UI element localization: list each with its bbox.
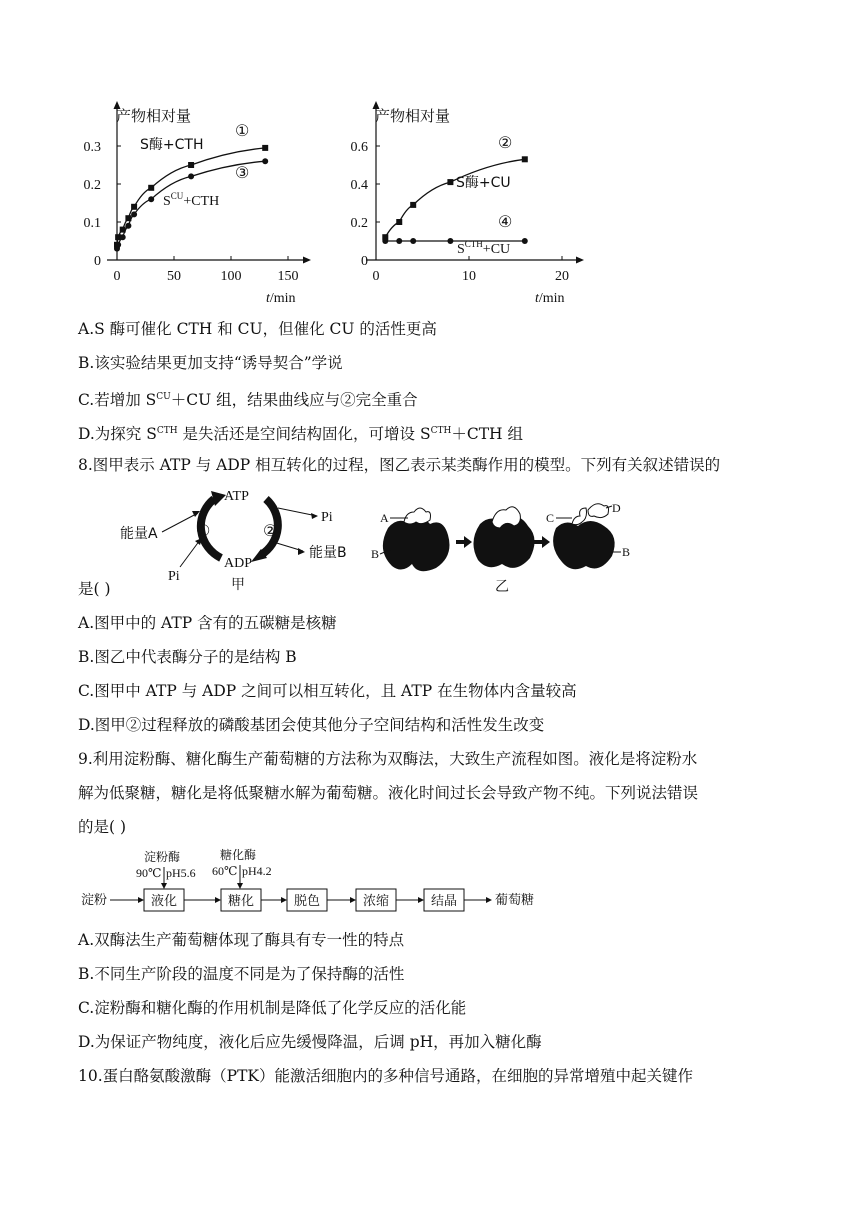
left-series-point-2-5 xyxy=(131,211,137,217)
flow-enzyme-1: 淀粉酶 xyxy=(144,850,181,864)
enzyme-blob-3 xyxy=(553,521,615,569)
left-series-point-1-8 xyxy=(262,145,268,151)
jia-pi-bottom: Pi xyxy=(168,569,180,584)
q9-option-c: C.淀粉酶和糖化酶的作用机制是降低了化学反应的活化能 xyxy=(78,999,467,1017)
q8-option-c: C.图甲中 ATP 与 ADP 之间可以相互转化，且 ATP 在生物体内含量较高 xyxy=(78,682,577,700)
flow-cond1-temp: 90℃ xyxy=(136,866,162,880)
left-ytick: 0.2 xyxy=(83,178,101,193)
arrow-icon xyxy=(456,536,472,548)
yi-label-b3: B xyxy=(622,545,631,559)
substrate-1 xyxy=(404,508,431,524)
q8-option-d: D.图甲②过程释放的磷酸基团会使其他分子空间结构和活性发生改变 xyxy=(78,716,545,734)
q7-option-a: A.S 酶可催化 CTH 和 CU，但催化 CU 的活性更高 xyxy=(78,320,437,338)
jia-energy-b: 能量B xyxy=(309,545,347,561)
flow-start: 淀粉 xyxy=(81,893,108,908)
q9-option-d: D.为保证产物纯度，液化后应先缓慢降温，后调 pH，再加入糖化酶 xyxy=(78,1033,542,1051)
left-xlabel: t/min xyxy=(266,291,296,306)
chart-left xyxy=(70,95,320,310)
jia-atp: ATP xyxy=(224,489,249,504)
left-series-point-1-7 xyxy=(188,162,194,168)
q8-option-b: B.图乙中代表酶分子的是结构 B xyxy=(78,648,297,666)
left-series-point-2-2 xyxy=(115,242,121,248)
flow-step: 脱色 xyxy=(293,894,321,909)
left-ytick: 0 xyxy=(94,254,101,269)
figure-jia-atp-cycle xyxy=(118,485,358,595)
right-series-point-2-2 xyxy=(396,238,402,244)
right-series-point-2-4 xyxy=(447,238,453,244)
left-series2-marker: ③ xyxy=(235,165,250,182)
left-series1-label: S酶+CTH xyxy=(140,137,204,153)
jia-process-2: ② xyxy=(263,523,278,540)
yi-label-b1: B xyxy=(371,547,380,561)
q10-stem: 10.蛋白酪氨酸激酶（PTK）能激活细胞内的多种信号通路，在细胞的异常增殖中起关键作 xyxy=(78,1067,694,1085)
q8-stem: 8.图甲表示 ATP 与 ADP 相互转化的过程，图乙表示某类酶作用的模型。下列有关叙述错误的 xyxy=(78,456,721,474)
right-ytick: 0.4 xyxy=(350,178,368,193)
left-series1-marker: ① xyxy=(235,123,250,140)
yi-label-d: D xyxy=(612,501,621,515)
left-series-point-2-3 xyxy=(120,234,126,240)
yi-caption: 乙 xyxy=(495,579,509,595)
jia-energy-a: 能量A xyxy=(120,526,158,542)
left-series2-label: $S^{CU}+CTH$ xyxy=(163,191,220,209)
right-series-point-1-3 xyxy=(410,202,416,208)
product-c xyxy=(572,508,587,525)
right-series-point-2-3 xyxy=(410,238,416,244)
left-ytick: 0.3 xyxy=(83,140,101,155)
yi-label-c: C xyxy=(546,511,555,525)
right-xlabel: t/min xyxy=(535,291,565,306)
left-series-point-2-4 xyxy=(125,223,131,229)
right-series-point-2-1 xyxy=(382,238,388,244)
right-xtick: 20 xyxy=(555,269,569,284)
jia-pi-top: Pi xyxy=(321,510,333,525)
q9-option-b: B.不同生产阶段的温度不同是为了保持酶的活性 xyxy=(78,965,405,983)
right-series2-label: $S^{CTH}+CU$ xyxy=(457,239,511,257)
jia-adp: ADP xyxy=(224,556,253,571)
jia-caption: 甲 xyxy=(231,577,245,593)
figure-production-flow xyxy=(78,845,548,915)
flow-step: 结晶 xyxy=(430,894,458,909)
enzyme-blob-1 xyxy=(383,518,450,571)
right-series-point-1-5 xyxy=(522,156,528,162)
jia-process-1: ① xyxy=(196,523,211,540)
flow-cond1-ph: pH5.6 xyxy=(166,866,196,880)
q9-stem-3: 的是( ) xyxy=(78,818,127,836)
product-d xyxy=(588,504,609,518)
q7-option-b: B.该实验结果更加支持“诱导契合”学说 xyxy=(78,354,343,372)
flow-step: 浓缩 xyxy=(362,894,390,909)
left-series-point-1-5 xyxy=(131,204,137,210)
left-series-point-2-8 xyxy=(262,158,268,164)
flow-cond2-ph: pH4.2 xyxy=(242,864,272,878)
flow-cond2-temp: 60℃ xyxy=(212,864,238,878)
q7-option-c: C.若增加 $S^{CU}+CU$ 组，结果曲线应与②完全重合 xyxy=(78,391,418,410)
q7-option-d: D.为探究 $S^{CTH}$ 是失活还是空间结构固化，可增设 $S^{CTH}+CTH$ 组 xyxy=(78,425,523,444)
q8-stem-end: 是( ) xyxy=(78,580,111,598)
left-xtick: 100 xyxy=(220,269,242,284)
right-xtick: 10 xyxy=(462,269,476,284)
left-xtick: 50 xyxy=(167,269,181,284)
left-ylabel: 产物相对量 xyxy=(116,107,192,125)
left-series-point-2-7 xyxy=(188,173,194,179)
right-ytick: 0.2 xyxy=(350,216,368,231)
right-series2-marker: ④ xyxy=(498,214,513,231)
right-ytick: 0 xyxy=(361,254,368,269)
right-series-point-2-5 xyxy=(522,238,528,244)
right-ytick: 0.6 xyxy=(350,140,368,155)
flow-end: 葡萄糖 xyxy=(495,893,535,908)
right-ylabel: 产物相对量 xyxy=(375,107,451,125)
right-series-point-1-2 xyxy=(396,219,402,225)
left-ytick: 0.1 xyxy=(83,216,101,231)
right-series1-label: S酶+CU xyxy=(456,175,511,191)
yi-label-a: A xyxy=(380,511,389,525)
right-series-point-1-4 xyxy=(447,179,453,185)
left-series-point-1-6 xyxy=(148,185,154,191)
chart-right xyxy=(333,95,593,310)
flow-step: 糖化 xyxy=(227,894,255,909)
q9-stem-1: 9.利用淀粉酶、糖化酶生产葡萄糖的方法称为双酶法，大致生产流程如图。液化是将淀粉水 xyxy=(78,750,698,768)
flow-enzyme-2: 糖化酶 xyxy=(220,848,257,862)
q9-option-a: A.双酶法生产葡萄糖体现了酶具有专一性的特点 xyxy=(78,931,405,949)
q9-stem-2: 解为低聚糖，糖化是将低聚糖水解为葡萄糖。液化时间过长会导致产物不纯。下列说法错误 xyxy=(78,784,699,802)
q8-option-a: A.图甲中的 ATP 含有的五碳糖是核糖 xyxy=(78,614,337,632)
right-xtick: 0 xyxy=(372,269,380,284)
figure-yi-enzyme-model xyxy=(368,490,648,595)
arrow-icon xyxy=(534,536,550,548)
left-xtick: 150 xyxy=(277,269,299,284)
left-series-point-2-6 xyxy=(148,196,154,202)
right-series1-marker: ② xyxy=(498,135,513,152)
flow-step: 液化 xyxy=(150,894,178,909)
left-xtick: 0 xyxy=(113,269,121,284)
